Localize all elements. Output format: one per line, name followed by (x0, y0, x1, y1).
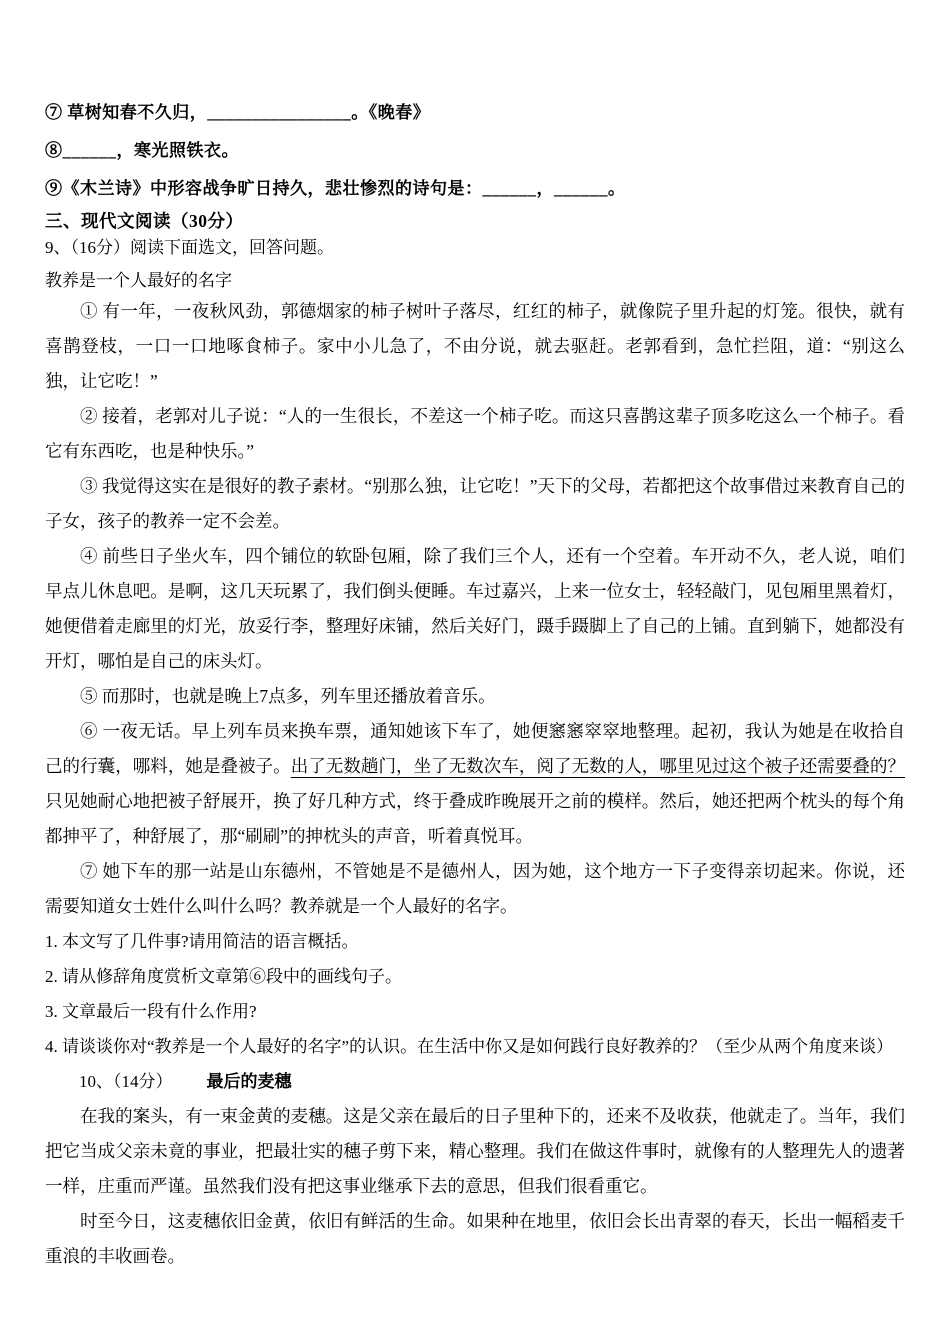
passage-2-paragraph-1: 在我的案头，有一束金黄的麦穗。这是父亲在最后的日子里种下的，还来不及收获，他就走了。当年，我们把它当成父亲未竟的事业，把最壮实的穗子剪下来，精心整理。我们在做这件事时，就像有的人整理先人的遗著一样，庄重而严谨。虽然我们没有把这事业继承下去的意思，但我们很看重它。 (45, 1106, 905, 1196)
sub-question-4: 4. 请谈谈你对“教养是一个人最好的名字”的认识。在生活中你又是如何践行良好教养的？（至少从两个角度来谈） (45, 1037, 894, 1056)
sub-question-1: 1. 本文写了几件事?请用简洁的语言概括。 (45, 932, 359, 951)
question-9-header: 9、（16分）阅读下面选文，回答问题。 (45, 238, 334, 257)
paragraph-6-text-before: ⑥ 一夜无话。早上列车员来换车票，通知她该下车了，她便窸窸窣窣地整理。起初，我认为她是在收拾自己的行囊，哪料，她是叠被子。 (45, 721, 905, 776)
poetry-fill-blank-8: ⑧______，寒光照铁衣。 (45, 141, 239, 160)
poetry-fill-blank-7: ⑦ 草树知春不久归，________________。《晚春》 (45, 103, 431, 122)
question-10-number: 10、（14分） (79, 1072, 173, 1091)
passage-paragraph-7: ⑦ 她下车的那一站是山东德州，不管她是不是德州人，因为她，这个地方一下子变得亲切起来。你说，还需要知道女士姓什么叫什么吗？教养就是一个人最好的名字。 (45, 861, 905, 916)
sub-question-3: 3. 文章最后一段有什么作用? (45, 1002, 257, 1021)
paragraph-6-text-after: 只见她耐心地把被子舒展开，换了好几种方式，终于叠成昨晚展开之前的模样。然后，她还把两个枕头的每个角都抻平了，种舒展了，那“刷刷”的抻枕头的声音，听着真悦耳。 (45, 791, 905, 846)
section-title-modern-reading: 三、现代文阅读（30分） (45, 211, 244, 231)
passage-paragraph-4: ④ 前些日子坐火车，四个铺位的软卧包厢，除了我们三个人，还有一个空着。车开动不久，老人说，咱们早点儿休息吧。是啊，这几天玩累了，我们倒头便睡。车过嘉兴，上来一位女士，轻轻敲门，见包厢里黑着灯，她便借着走廊里的灯光，放妥行李，整理好床铺，然后关好门，蹑手蹑脚上了自己的上铺。直到躺下，她都没有开灯，哪怕是自己的床头灯。 (45, 546, 905, 671)
passage-paragraph-3: ③ 我觉得这实在是很好的教子素材。“别那么独，让它吃！”天下的父母，若都把这个故事借过来教育自己的子女，孩子的教养一定不会差。 (45, 476, 905, 531)
passage-2-paragraph-2: 时至今日，这麦穗依旧金黄，依旧有鲜活的生命。如果种在地里，依旧会长出青翠的春天，长出一幅稻麦千重浪的丰收画卷。 (45, 1211, 905, 1266)
question-10-passage-title: 最后的麦穗 (206, 1072, 292, 1091)
sub-question-2: 2. 请从修辞角度赏析文章第⑥段中的画线句子。 (45, 967, 402, 986)
passage-paragraph-6 (45, 714, 905, 854)
paragraph-6-underlined-sentence: 出了无数趟门，坐了无数次车，阅了无数的人，哪里见过这个被子还需要叠的？ (290, 756, 906, 776)
passage-paragraph-2: ② 接着，老郭对儿子说：“人的一生很长，不差这一个柿子吃。而这只喜鹊这辈子顶多吃这么一个柿子。看它有东西吃，也是种快乐。” (45, 406, 905, 461)
poetry-fill-blank-9: ⑨《木兰诗》中形容战争旷日持久，悲壮惨烈的诗句是：______，______。 (45, 179, 626, 198)
passage-title: 教养是一个人最好的名字 (45, 271, 232, 290)
question-10-header (45, 1064, 905, 1099)
passage-paragraph-5: ⑤ 而那时，也就是晚上7点多，列车里还播放着音乐。 (80, 686, 496, 706)
passage-paragraph-1: ① 有一年，一夜秋风劲，郭德烟家的柿子树叶子落尽，红红的柿子，就像院子里升起的灯笼。很快，就有喜鹊登枝，一口一口地啄食柿子。家中小儿急了，不由分说，就去驱赶。老郭看到，急忙拦阻，道：“别这么独，让它吃！” (45, 301, 905, 391)
